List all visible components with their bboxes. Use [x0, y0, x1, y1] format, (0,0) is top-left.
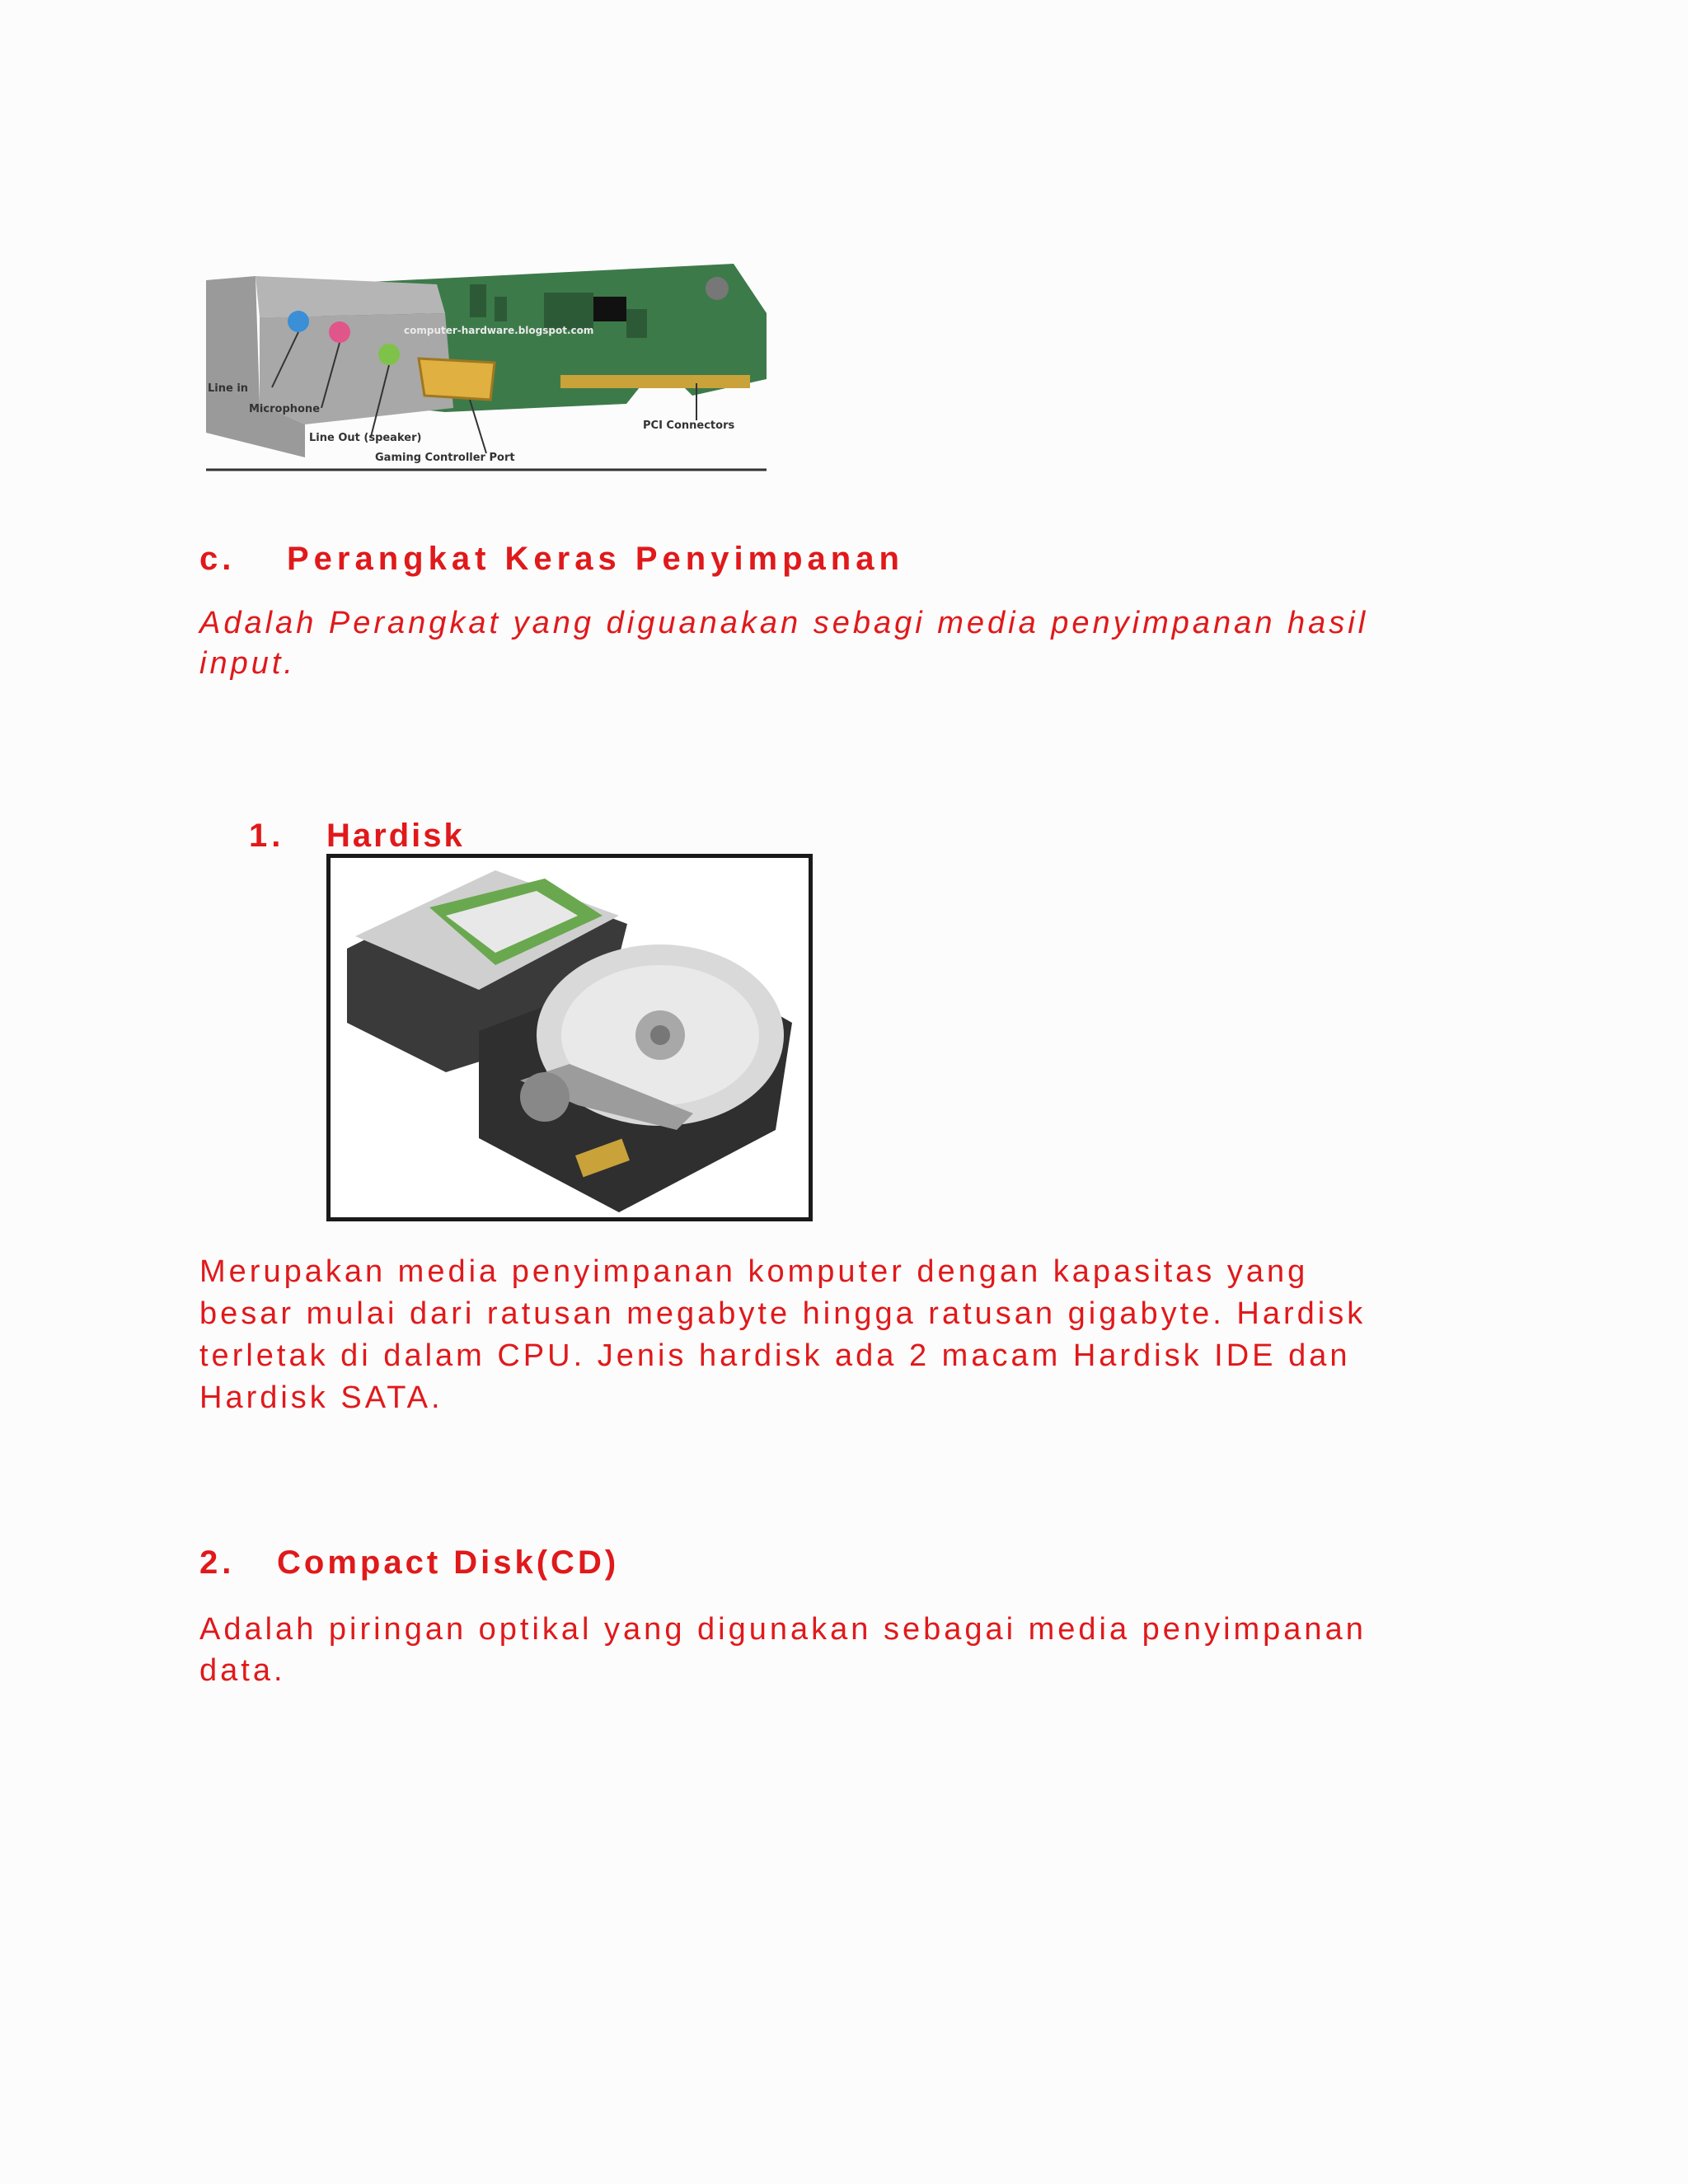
label-microphone: Microphone [249, 403, 321, 415]
item-desc-line: Adalah piringan optikal yang digunakan sebagai media penyimpanan [199, 1612, 1367, 1647]
item-desc-line: terletak di dalam CPU. Jenis hardisk ada 2 macam Hardisk IDE dan [199, 1338, 1351, 1373]
main-chip [593, 297, 626, 321]
item-number: 1. [249, 818, 285, 854]
jack-line-in [288, 311, 309, 332]
item-desc-line: Merupakan media penyimpanan komputer dengan kapasitas yang [199, 1254, 1309, 1289]
item-title: Hardisk [326, 818, 465, 854]
watermark: computer-hardware.blogspot.com [404, 325, 594, 336]
label-line-in: Line in [208, 382, 249, 395]
item-title: Compact Disk(CD) [277, 1544, 620, 1581]
item-desc-line: data. [199, 1653, 286, 1688]
item-desc-line: Hardisk SATA. [199, 1380, 443, 1415]
item-number: 2. [199, 1544, 236, 1581]
label-gaming-port: Gaming Controller Port [375, 452, 515, 464]
section-desc-line1: Adalah Perangkat yang diguanakan sebagi media penyimpanan hasil [199, 606, 1369, 640]
item-desc-line: besar mulai dari ratusan megabyte hingga ratusan gigabyte. Hardisk [199, 1296, 1367, 1331]
section-marker: c. [199, 541, 236, 577]
label-line-out: Line Out (speaker) [309, 432, 422, 444]
hardisk-figure [326, 854, 813, 1221]
jack-microphone [329, 321, 350, 343]
gaming-port [419, 359, 495, 400]
label-pci: PCI Connectors [643, 419, 735, 432]
pci-fingers [560, 375, 750, 388]
capacitor [706, 277, 729, 300]
jack-line-out [378, 344, 400, 365]
section-title: Perangkat Keras Penyimpanan [287, 541, 904, 577]
soundcard-figure [198, 235, 775, 474]
section-desc-line2: input. [199, 646, 296, 681]
